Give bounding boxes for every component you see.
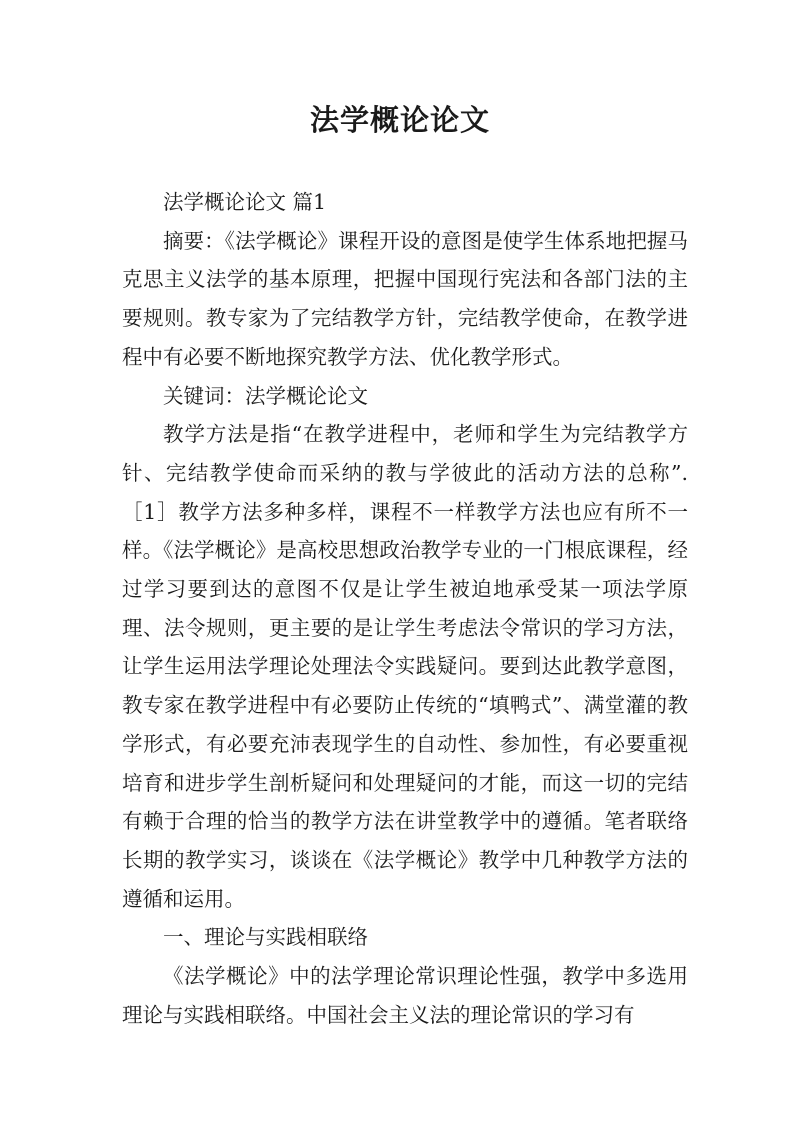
abstract-paragraph: 摘要：《法学概论》课程开设的意图是使学生体系地把握马克思主义法学的基本原理，把握中国现行宪法和各部门法的主要规则。教专家为了完结教学方针，完结教学使命，在教学进程中有必要不断地探究教学方法、优化教学形式。	[122, 228, 688, 369]
keywords-paragraph: 关键词：法学概论论文	[163, 383, 368, 408]
document-body	[122, 183, 688, 1034]
body-paragraph: 教学方法是指“在教学进程中，老师和学生为完结教学方针、完结教学使命而采纳的教与学彼此的活动方法的总称”.［1］教学方法多种多样，课程不一样教学方法也应有所不一样。《法学概论》是高校思想政治教学专业的一门根底课程，经过学习要到达的意图不仅是让学生被迫地承受某一项法学原理、法令规则，更主要的是让学生考虑法令常识的学习方法，让学生运用法学理论处理法令实践疑问。要到达此教学意图，教专家在教学进程中有必要防止传统的“填鸭式”、满堂灌的教学形式，有必要充沛表现学生的自动性、参加性，有必要重视培育和进步学生剖析疑问和处理疑问的才能，而这一切的完结有赖于合理的恰当的教学方法在讲堂教学中的遵循。笔者联络长期的教学实习，谈谈在《法学概论》教学中几种教学方法的遵循和运用。	[122, 422, 688, 911]
section-heading-theory-practice: 一、理论与实践相联络	[163, 925, 368, 950]
body-paragraph: 《法学概论》中的法学理论常识理论性强，教学中多选用理论与实践相联络。中国社会主义法的理论常识的学习有	[122, 964, 688, 1027]
document-title: 法学概论论文	[309, 103, 490, 137]
section-heading-article-1: 法学概论论文 篇1	[163, 190, 327, 214]
